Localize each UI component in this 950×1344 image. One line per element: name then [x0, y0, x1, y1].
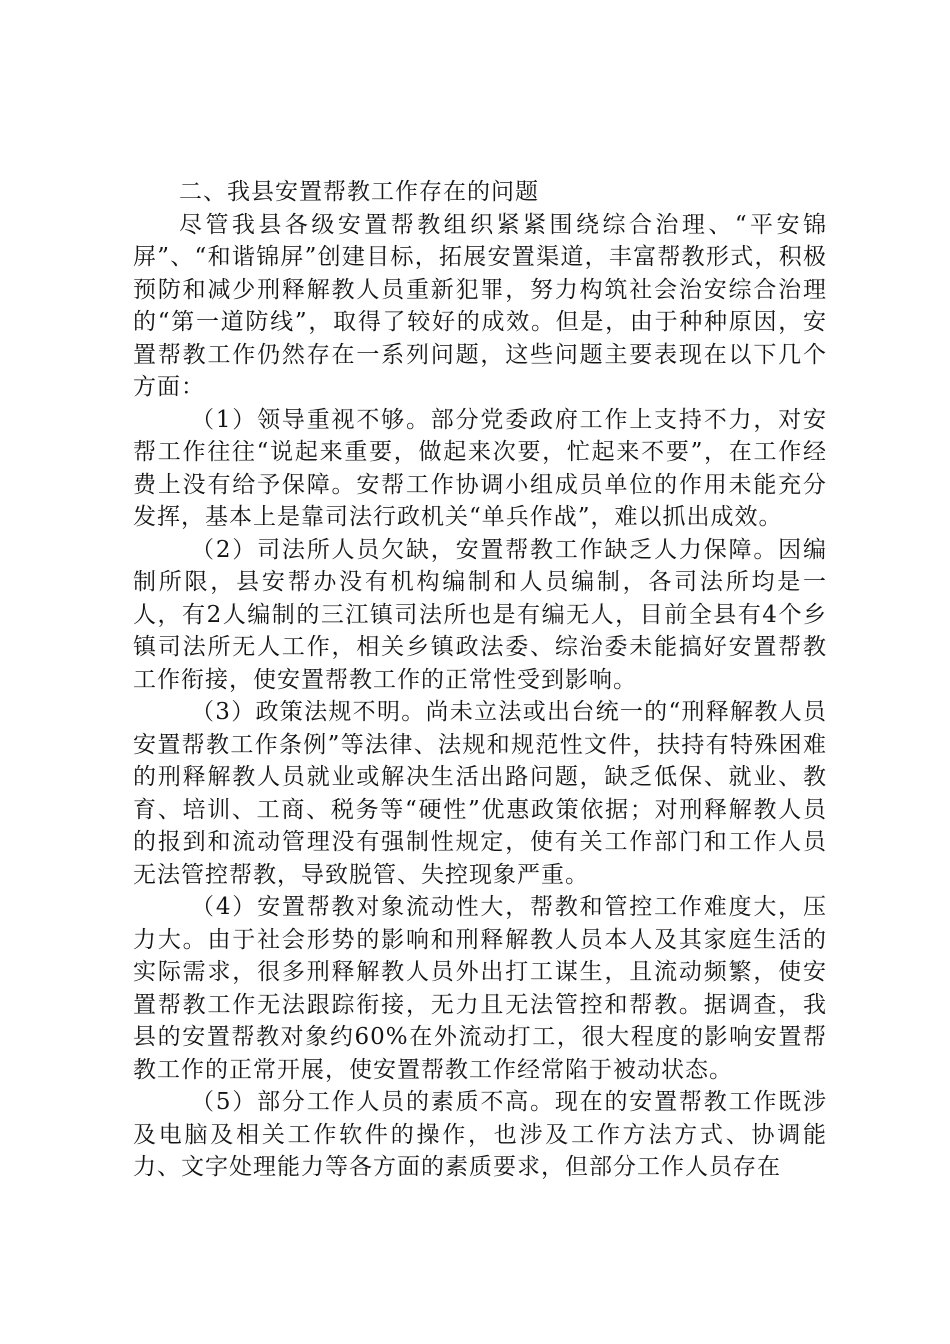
issue-paragraph-1: （1）领导重视不够。部分党委政府工作上支持不力，对安帮工作往往“说起来重要，做起来次要，忙起来不要”，在工作经费上没有给予保障。安帮工作协调小组成员单位的作用未能充分发挥，基本上是靠司法行政机关“单兵作战”，难以抓出成效。: [133, 406, 827, 530]
intro-paragraph: 尽管我县各级安置帮教组织紧紧围绕综合治理、“平安锦屏”、“和谐锦屏”创建目标，拓展安置渠道，丰富帮教形式，积极预防和减少刑释解教人员重新犯罪，努力构筑社会治安综合治理的“第一道防线”，取得了较好的成效。但是，由于种种原因，安置帮教工作仍然存在一系列问题，这些问题主要表现在以下几个方面：: [133, 211, 827, 400]
issue-paragraph-3: （3）政策法规不明。尚未立法或出台统一的“刑释解教人员安置帮教工作条例”等法律、法规和规范性文件，扶持有特殊困难的刑释解教人员就业或解决生活出路问题，缺乏低保、就业、教育、培训、工商、税务等“硬性”优惠政策依据；对刑释解教人员的报到和流动管理没有强制性规定，使有关工作部门和工作人员无法管控帮教，导致脱管、失控现象严重。: [133, 699, 827, 888]
issue-paragraph-4: （4）安置帮教对象流动性大，帮教和管控工作难度大，压力大。由于社会形势的影响和刑释解教人员本人及其家庭生活的实际需求，很多刑释解教人员外出打工谋生，且流动频繁，使安置帮教工作无法跟踪衔接，无力且无法管控和帮教。据调查，我县的安置帮教对象约60%在外流动打工，很大程度的影响安置帮教工作的正常开展，使安置帮教工作经常陷于被动状态。: [133, 894, 827, 1083]
issue-paragraph-5: （5）部分工作人员的素质不高。现在的安置帮教工作既涉及电脑及相关工作软件的操作，也涉及工作方法方式、协调能力、文字处理能力等各方面的素质要求，但部分工作人员存在: [133, 1089, 827, 1180]
document-body: [133, 176, 827, 1184]
section-heading: 二、我县安置帮教工作存在的问题: [179, 179, 539, 205]
issue-paragraph-2: （2）司法所人员欠缺，安置帮教工作缺乏人力保障。因编制所限，县安帮办没有机构编制和人员编制，各司法所均是一人，有2人编制的三江镇司法所也是有编无人，目前全县有4个乡镇司法所无人工作，相关乡镇政法委、综治委未能搞好安置帮教工作衔接，使安置帮教工作的正常性受到影响。: [133, 536, 827, 693]
